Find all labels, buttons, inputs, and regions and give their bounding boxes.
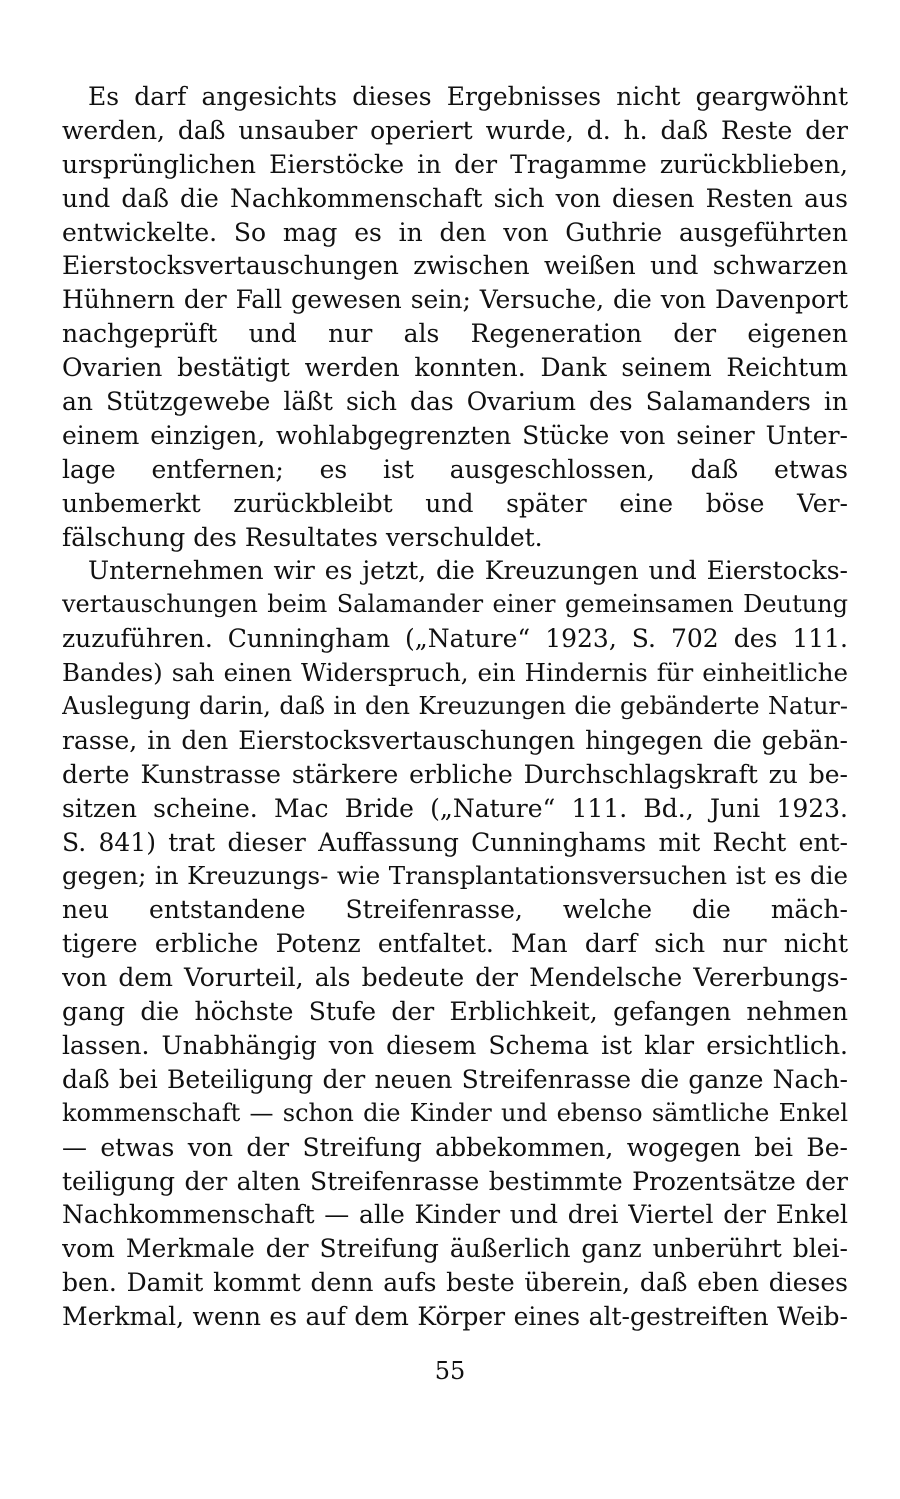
text-line: Ovarien bestätigt werden konnten. Dank seinem Reichtum xyxy=(62,353,848,383)
text-line: zuzuführen. Cunningham („Nature“ 1923, S. 702 des 111. xyxy=(62,624,848,654)
text-line: Merkmal, wenn es auf dem Körper eines alt-gestreiften Weib- xyxy=(62,1302,848,1332)
text-line: entwickelte. So mag es in den von Guthrie ausgeführten xyxy=(62,217,848,247)
text-line: von dem Vorurteil, als bedeute der Mendelsche Vererbungs- xyxy=(62,963,848,993)
text-line: daß bei Beteiligung der neuen Streifenrasse die ganze Nach- xyxy=(62,1064,848,1094)
text-line: Hühnern der Fall gewesen sein; Versuche, die von Davenport xyxy=(62,285,848,315)
text-line: rasse, in den Eierstocksvertauschungen hingegen die gebän- xyxy=(62,725,848,755)
text-line: Bandes) sah einen Widerspruch, ein Hindernis für einheitliche xyxy=(62,658,848,688)
text-line: ursprünglichen Eierstöcke in der Tragamme zurückblieben, xyxy=(62,149,848,179)
text-line: — etwas von der Streifung abbekommen, wogegen bei Be- xyxy=(62,1132,848,1162)
text-line: fälschung des Resultates verschuldet. xyxy=(62,522,543,552)
page-number: 55 xyxy=(434,1357,466,1385)
text-line: lassen. Unabhängig von diesem Schema ist klar ersichtlich. xyxy=(62,1030,848,1060)
text-line: vom Merkmale der Streifung äußerlich ganz unberührt blei- xyxy=(62,1234,848,1264)
text-line: S. 841) trat dieser Auffassung Cunninghams mit Recht ent- xyxy=(62,827,848,857)
text-line: gang die höchste Stufe der Erblichkeit, gefangen nehmen xyxy=(62,997,848,1027)
text-line: Auslegung darin, daß in den Kreuzungen die gebänderte Natur- xyxy=(62,692,848,721)
text-line: Nachkommenschaft — alle Kinder und drei Viertel der Enkel xyxy=(62,1200,848,1230)
text-line: Es darf angesichts dieses Ergebnisses nicht geargwöhnt xyxy=(88,82,848,111)
text-line: vertauschungen beim Salamander einer gemeinsamen Deutung xyxy=(62,590,848,619)
text-line: derte Kunstrasse stärkere erbliche Durchschlagskraft zu be- xyxy=(62,759,848,789)
text-line: Eierstocksvertauschungen zwischen weißen und schwarzen xyxy=(62,251,848,281)
text-line: unbemerkt zurückbleibt und später eine böse Ver- xyxy=(62,488,848,518)
text-line: gegen; in Kreuzungs- wie Transplantationsversuchen ist es die xyxy=(62,861,848,891)
text-line: nachgeprüft und nur als Regeneration der eigenen xyxy=(62,319,848,349)
text-line: lage entfernen; es ist ausgeschlossen, daß etwas xyxy=(62,454,848,484)
text-line: und daß die Nachkommenschaft sich von diesen Resten aus xyxy=(62,183,848,213)
text-line: einem einzigen, wohlabgegrenzten Stücke von seiner Unter- xyxy=(62,420,848,450)
text-line: neu entstandene Streifenrasse, welche die mäch- xyxy=(62,895,848,925)
body-text xyxy=(62,80,848,1334)
text-line: werden, daß unsauber operiert wurde, d. h. daß Reste der xyxy=(62,115,848,145)
text-line: teiligung der alten Streifenrasse bestimmte Prozentsätze der xyxy=(62,1166,848,1196)
text-line: sitzen scheine. Mac Bride („Nature“ 111. Bd., Juni 1923. xyxy=(62,793,848,823)
text-line: kommenschaft — schon die Kinder und ebenso sämtliche Enkel xyxy=(62,1098,848,1127)
text-line: an Stützgewebe läßt sich das Ovarium des Salamanders in xyxy=(62,387,848,417)
text-line: Unternehmen wir es jetzt, die Kreuzungen und Eierstocks- xyxy=(88,556,848,586)
text-line: ben. Damit kommt denn aufs beste überein, daß eben dieses xyxy=(62,1268,848,1298)
text-line: tigere erbliche Potenz entfaltet. Man darf sich nur nicht xyxy=(62,929,848,959)
